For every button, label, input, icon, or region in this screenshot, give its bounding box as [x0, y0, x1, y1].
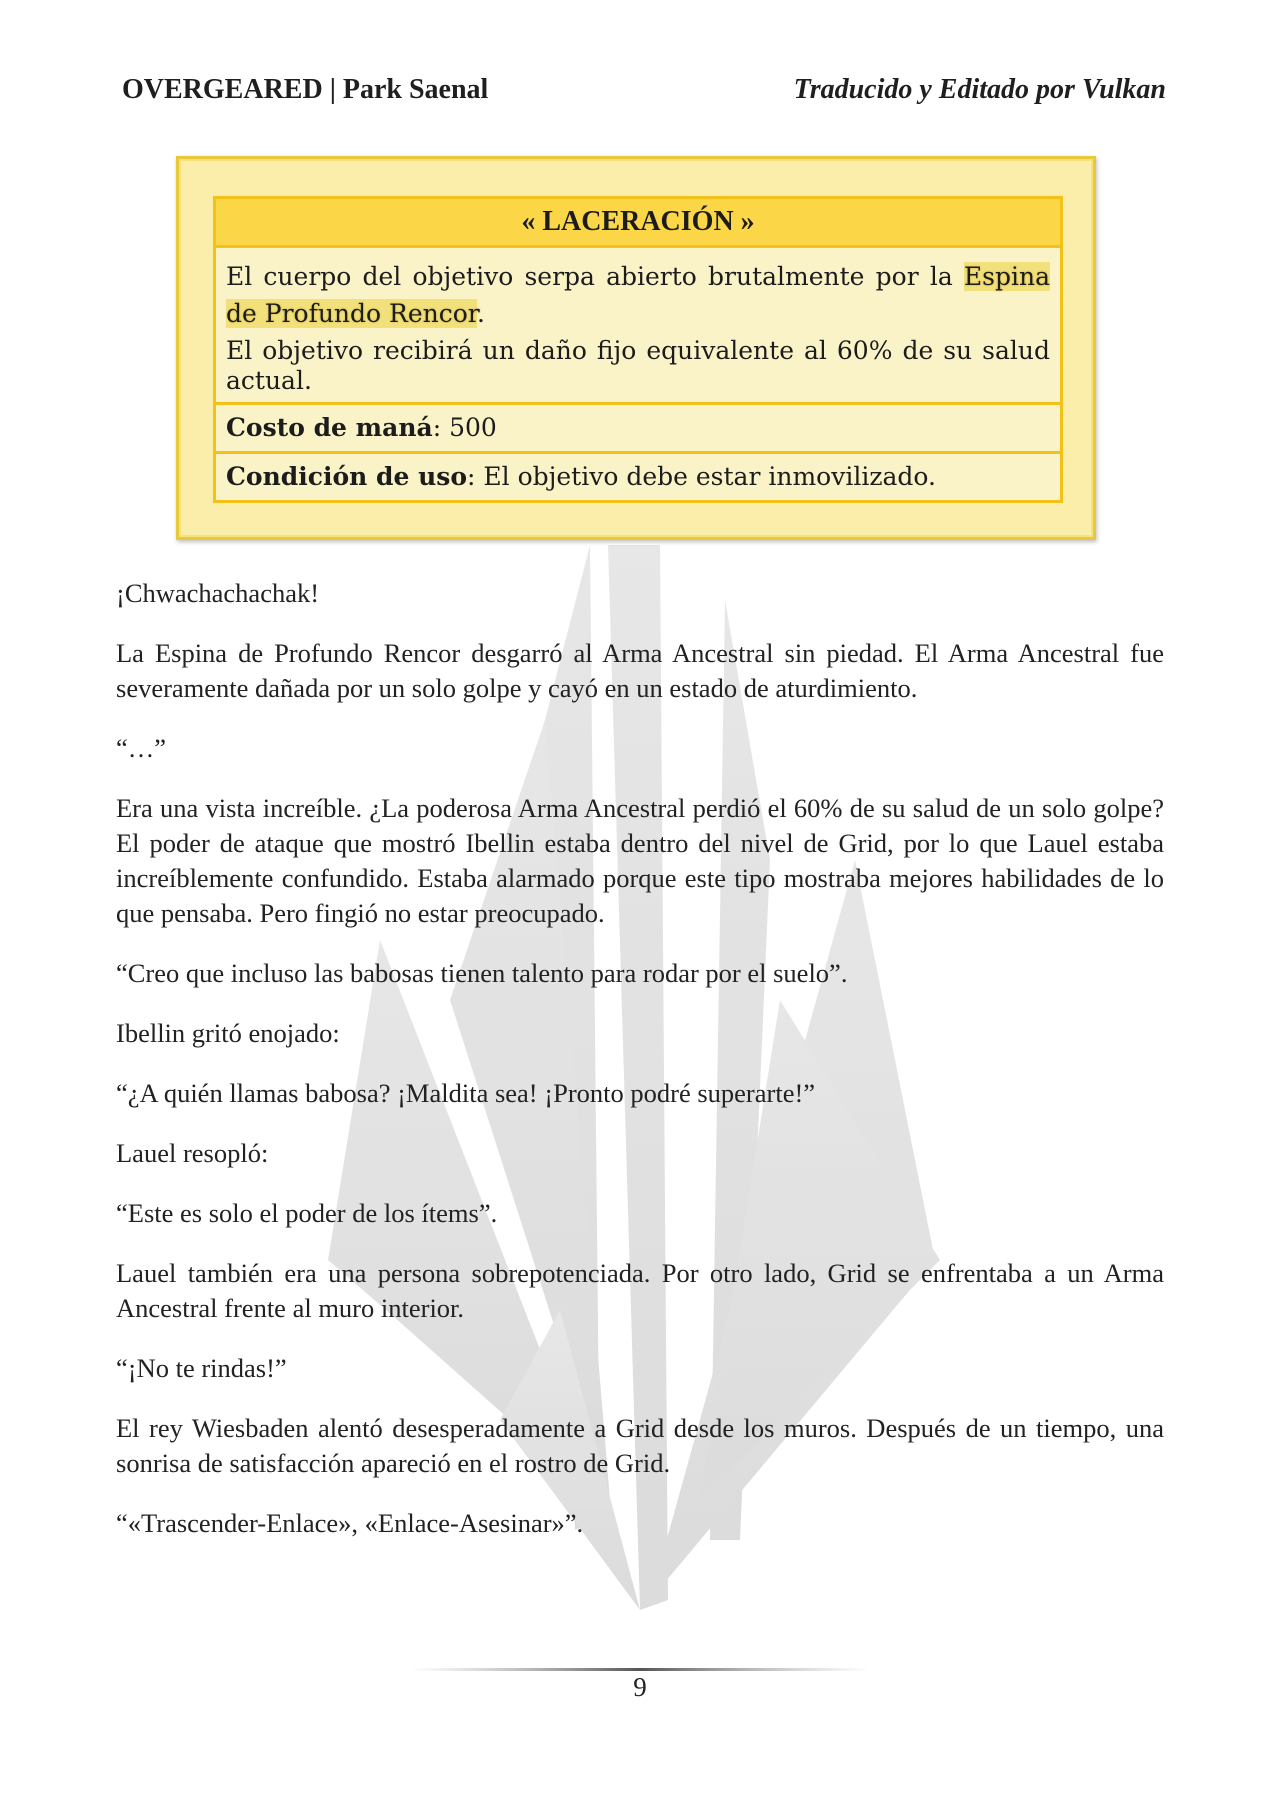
- paragraph: “Este es solo el poder de los ítems”.: [116, 1198, 498, 1228]
- mana-cost-value: : 500: [432, 413, 497, 442]
- skill-description-line-1: [226, 258, 1050, 332]
- paragraph: La Espina de Profundo Rencor desgarró al Arma Ancestral sin piedad. El Arma Ancestral fue severamente dañada por un solo golpe y cayó en un estado de aturdimiento.: [116, 638, 1164, 703]
- paragraph: “Creo que incluso las babosas tienen talento para rodar por el suelo”.: [116, 958, 848, 988]
- skill-description-period: .: [477, 299, 485, 328]
- skill-mana-cost-row: [216, 405, 1060, 454]
- skill-description: [216, 248, 1060, 405]
- page-number: 9: [633, 1672, 647, 1702]
- paragraph: Lauel resopló:: [116, 1138, 269, 1168]
- footer-divider: [410, 1668, 870, 1671]
- page-header: [122, 74, 1166, 114]
- paragraph: “¿A quién llamas babosa? ¡Maldita sea! ¡Pronto podré superarte!”: [116, 1078, 816, 1108]
- skill-title: « LACERACIÓN »: [216, 199, 1060, 248]
- skill-table: [213, 196, 1063, 503]
- header-book-title: OVERGEARED | Park Saenal: [122, 74, 489, 105]
- paragraph: Era una vista increíble. ¿La poderosa Arma Ancestral perdió el 60% de su salud de un solo golpe? El poder de ataque que mostró Ibellin estaba dentro del nivel de Grid, por lo que Lauel estaba increíblemente confundido. Estaba alarmado porque este tipo mostraba mejores habilidades de lo que pensaba. Pero fingió no estar preocupado.: [116, 793, 1164, 928]
- skill-description-line-2: El objetivo recibirá un daño fijo equivalente al 60% de su salud actual.: [226, 336, 1050, 395]
- use-condition-label: Condición de uso: [226, 462, 468, 491]
- paragraph: “«Trascender-Enlace», «Enlace-Asesinar»”.: [116, 1508, 584, 1538]
- header-translator-credit: Traducido y Editado por Vulkan: [793, 74, 1166, 105]
- paragraph: Lauel también era una persona sobrepotenciada. Por otro lado, Grid se enfrentaba a un Arma Ancestral frente al muro interior.: [116, 1258, 1164, 1323]
- paragraph: “…”: [116, 733, 167, 763]
- paragraph: El rey Wiesbaden alentó desesperadamente a Grid desde los muros. Después de un tiempo, una sonrisa de satisfacción apareció en el rostro de Grid.: [116, 1413, 1164, 1478]
- body-text: [116, 576, 1164, 1566]
- mana-cost-label: Costo de maná: [226, 413, 433, 442]
- paragraph: ¡Chwachachachak!: [116, 578, 320, 608]
- skill-description-text: El cuerpo del objetivo serpa abierto brutalmente por la: [226, 262, 964, 291]
- paragraph: Ibellin gritó enojado:: [116, 1018, 340, 1048]
- skill-highlight-weapon-name: Espina de Profundo Rencor: [226, 262, 1050, 328]
- skill-info-box: [176, 156, 1096, 540]
- skill-use-condition-row: [216, 454, 1060, 500]
- paragraph: “¡No te rindas!”: [116, 1353, 287, 1383]
- use-condition-value: : El objetivo debe estar inmovilizado.: [467, 462, 936, 491]
